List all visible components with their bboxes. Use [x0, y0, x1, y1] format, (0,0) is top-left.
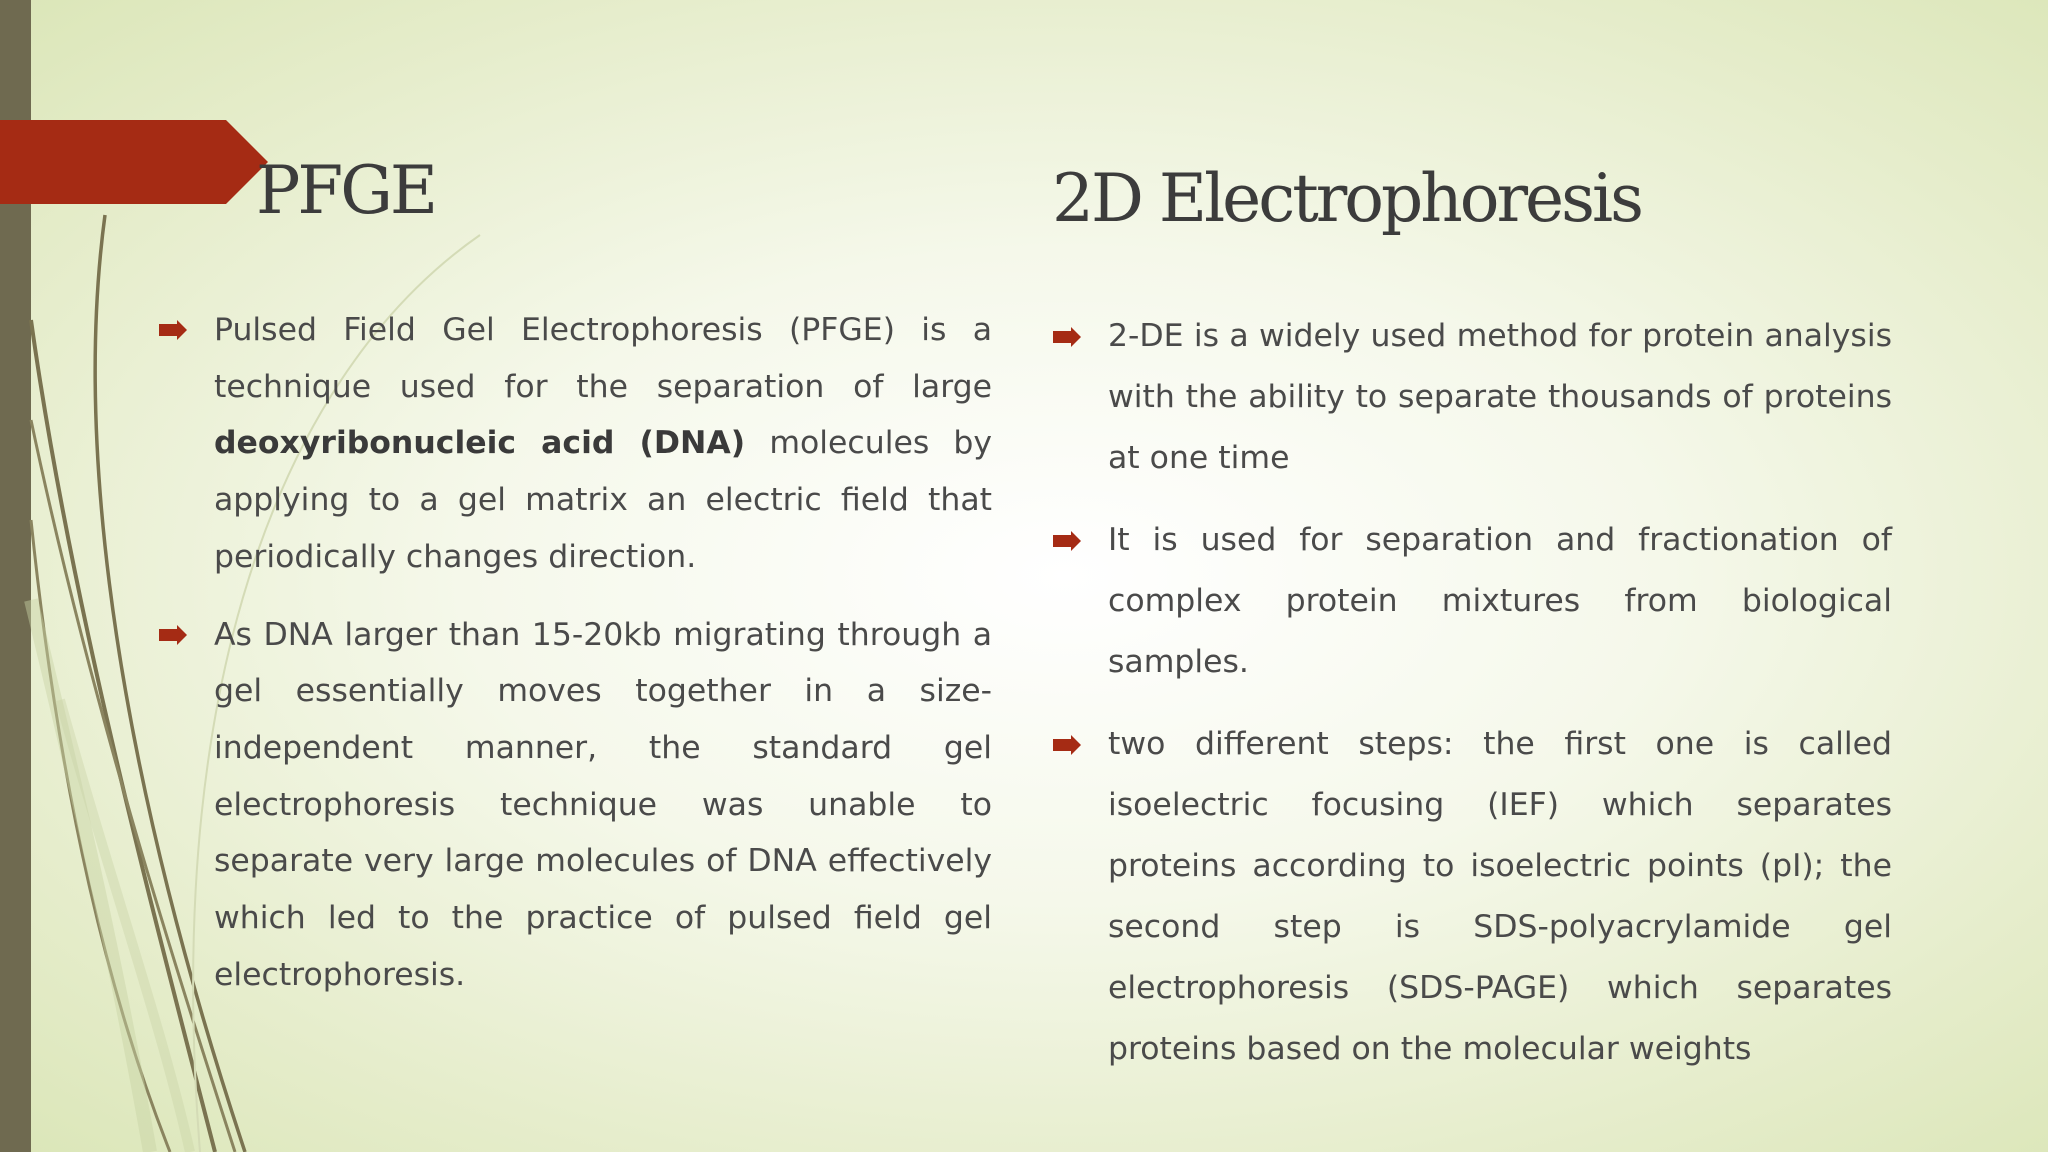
list-item	[1048, 510, 1892, 693]
bullet-text: Pulsed Field Gel Electrophoresis (PFGE) is a technique used for the separation of large deoxyribonucleic acid (DNA) molecules by applying to a gel matrix an electric field that periodically changes direction.	[214, 312, 992, 575]
title-accent-banner	[0, 120, 268, 204]
bullet-text: As DNA larger than 15-20kb migrating through a gel essentially moves together in a size-independent manner, the standard gel electrophoresis technique was unable to separate very large molecules of DNA effectively which led to the practice of pulsed field gel electrophoresis.	[214, 616, 992, 993]
right-title: 2D Electrophoresis	[1052, 160, 1641, 237]
left-title: PFGE	[256, 152, 436, 229]
bullet-text: two different steps: the first one is called isoelectric focusing (IEF) which separates proteins according to isoelectric points (pI); the second step is SDS-polyacrylamide gel electrophoresis (SDS-PAGE) which separates proteins based on the molecular weights	[1108, 726, 1892, 1067]
bullet-arrow-icon	[159, 625, 189, 645]
bullet-text: 2-DE is a widely used method for protein analysis with the ability to separate thousands of proteins at one time	[1108, 318, 1892, 476]
list-item	[1048, 306, 1892, 489]
bullet-arrow-icon	[159, 320, 189, 340]
left-bullet-list	[154, 302, 992, 1024]
bullet-text: It is used for separation and fractionation of complex protein mixtures from biological samples.	[1108, 522, 1892, 680]
bullet-arrow-icon	[1053, 735, 1083, 755]
list-item	[154, 607, 992, 1004]
bullet-arrow-icon	[1053, 327, 1083, 347]
bullet-arrow-icon	[1053, 531, 1083, 551]
right-bullet-list	[1048, 306, 1892, 1101]
list-item	[1048, 714, 1892, 1080]
list-item	[154, 302, 992, 586]
